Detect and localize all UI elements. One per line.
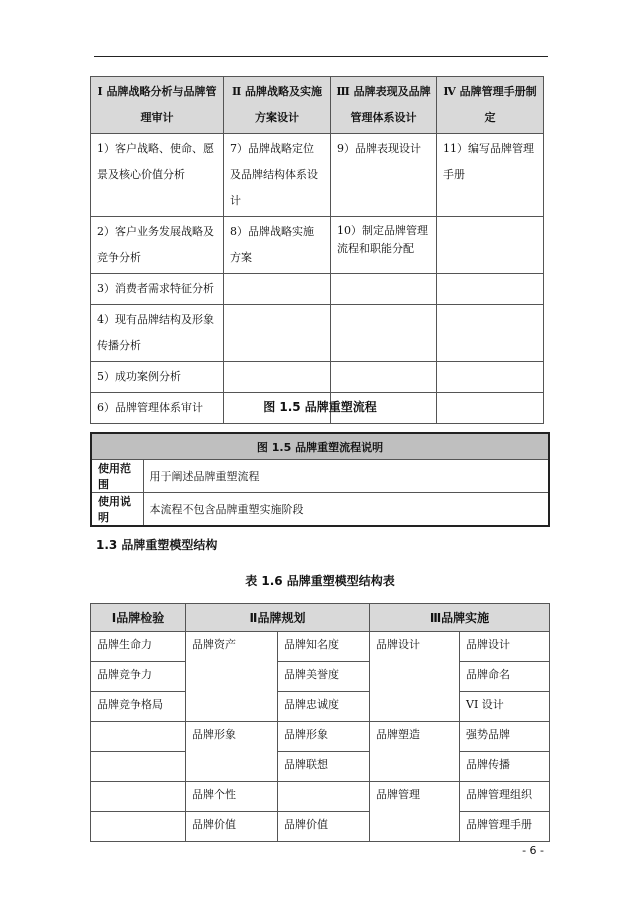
- plan-asset-item: 品牌美誉度: [278, 662, 370, 692]
- empty-cell: [91, 752, 186, 782]
- header-rule: [94, 56, 548, 57]
- impl-manage: 品牌管理: [370, 782, 460, 842]
- flow-cell: [331, 362, 437, 393]
- explanation-title: 图 1.5 品牌重塑流程说明: [91, 433, 549, 460]
- flow-cell: 4）现有品牌结构及形象传播分析: [91, 305, 224, 362]
- plan-image-item: 品牌形象: [278, 722, 370, 752]
- flow-cell: [437, 274, 544, 305]
- flow-header-3: Ⅲ 品牌表现及品牌管理体系设计: [331, 77, 437, 134]
- plan-image-item: 品牌联想: [278, 752, 370, 782]
- model-header-plan: Ⅱ品牌规划: [186, 604, 370, 632]
- flow-cell: [331, 274, 437, 305]
- check-item: 品牌竞争力: [91, 662, 186, 692]
- flow-header-1: Ⅰ 品牌战略分析与品牌管理审计: [91, 77, 224, 134]
- impl-manage-item: 品牌管理组织: [460, 782, 550, 812]
- flow-cell: 11）编写品牌管理手册: [437, 134, 544, 217]
- brand-reshaping-flow-table: [90, 76, 544, 424]
- scope-label: 使用范围: [91, 460, 143, 493]
- flow-cell: [437, 305, 544, 362]
- page-number: - 6 -: [522, 844, 544, 857]
- flow-cell: 8）品牌战略实施方案: [224, 217, 331, 274]
- flow-cell: [437, 362, 544, 393]
- empty-cell: [278, 782, 370, 812]
- flow-explanation-table: [90, 432, 550, 527]
- model-header-impl: Ⅲ品牌实施: [370, 604, 550, 632]
- plan-value: 品牌价值: [186, 812, 278, 842]
- plan-value-item: 品牌价值: [278, 812, 370, 842]
- check-item: 品牌生命力: [91, 632, 186, 662]
- flow-header-2: Ⅱ 品牌战略及实施方案设计: [224, 77, 331, 134]
- note-value: 本流程不包含品牌重塑实施阶段: [143, 493, 549, 527]
- scope-value: 用于阐述品牌重塑流程: [143, 460, 549, 493]
- check-item: 品牌竞争格局: [91, 692, 186, 722]
- empty-cell: [91, 722, 186, 752]
- flow-cell: [224, 274, 331, 305]
- empty-cell: [91, 782, 186, 812]
- empty-cell: [91, 812, 186, 842]
- impl-build-item: 强势品牌: [460, 722, 550, 752]
- model-header-check: Ⅰ品牌检验: [91, 604, 186, 632]
- section-heading: 1.3 品牌重塑模型结构: [96, 538, 218, 552]
- flow-cell: 10）制定品牌管理流程和职能分配: [331, 217, 437, 274]
- flow-cell: 2）客户业务发展战略及竞争分析: [91, 217, 224, 274]
- plan-personality: 品牌个性: [186, 782, 278, 812]
- impl-design-item: 品牌设计: [460, 632, 550, 662]
- impl-design-item: VI 设计: [460, 692, 550, 722]
- flow-cell: 3）消费者需求特征分析: [91, 274, 224, 305]
- impl-build-item: 品牌传播: [460, 752, 550, 782]
- flow-cell: [224, 362, 331, 393]
- table-caption: 表 1.6 品牌重塑模型结构表: [245, 574, 395, 588]
- flow-cell: [437, 217, 544, 274]
- flow-cell: 5）成功案例分析: [91, 362, 224, 393]
- plan-asset-item: 品牌知名度: [278, 632, 370, 662]
- impl-design: 品牌设计: [370, 632, 460, 722]
- note-label: 使用说明: [91, 493, 143, 527]
- figure-caption: 图 1.5 品牌重塑流程: [263, 400, 377, 414]
- flow-cell: [224, 305, 331, 362]
- plan-image: 品牌形象: [186, 722, 278, 782]
- plan-asset: 品牌资产: [186, 632, 278, 722]
- plan-asset-item: 品牌忠诚度: [278, 692, 370, 722]
- impl-manage-item: 品牌管理手册: [460, 812, 550, 842]
- flow-cell: 9）品牌表现设计: [331, 134, 437, 217]
- flow-cell: [331, 305, 437, 362]
- flow-cell: 6）品牌管理体系审计: [91, 393, 224, 424]
- flow-header-4: Ⅳ 品牌管理手册制定: [437, 77, 544, 134]
- impl-build: 品牌塑造: [370, 722, 460, 782]
- flow-cell: 1）客户战略、使命、愿景及核心价值分析: [91, 134, 224, 217]
- impl-design-item: 品牌命名: [460, 662, 550, 692]
- flow-cell: 7）品牌战略定位及品牌结构体系设计: [224, 134, 331, 217]
- brand-model-structure-table: [90, 603, 550, 842]
